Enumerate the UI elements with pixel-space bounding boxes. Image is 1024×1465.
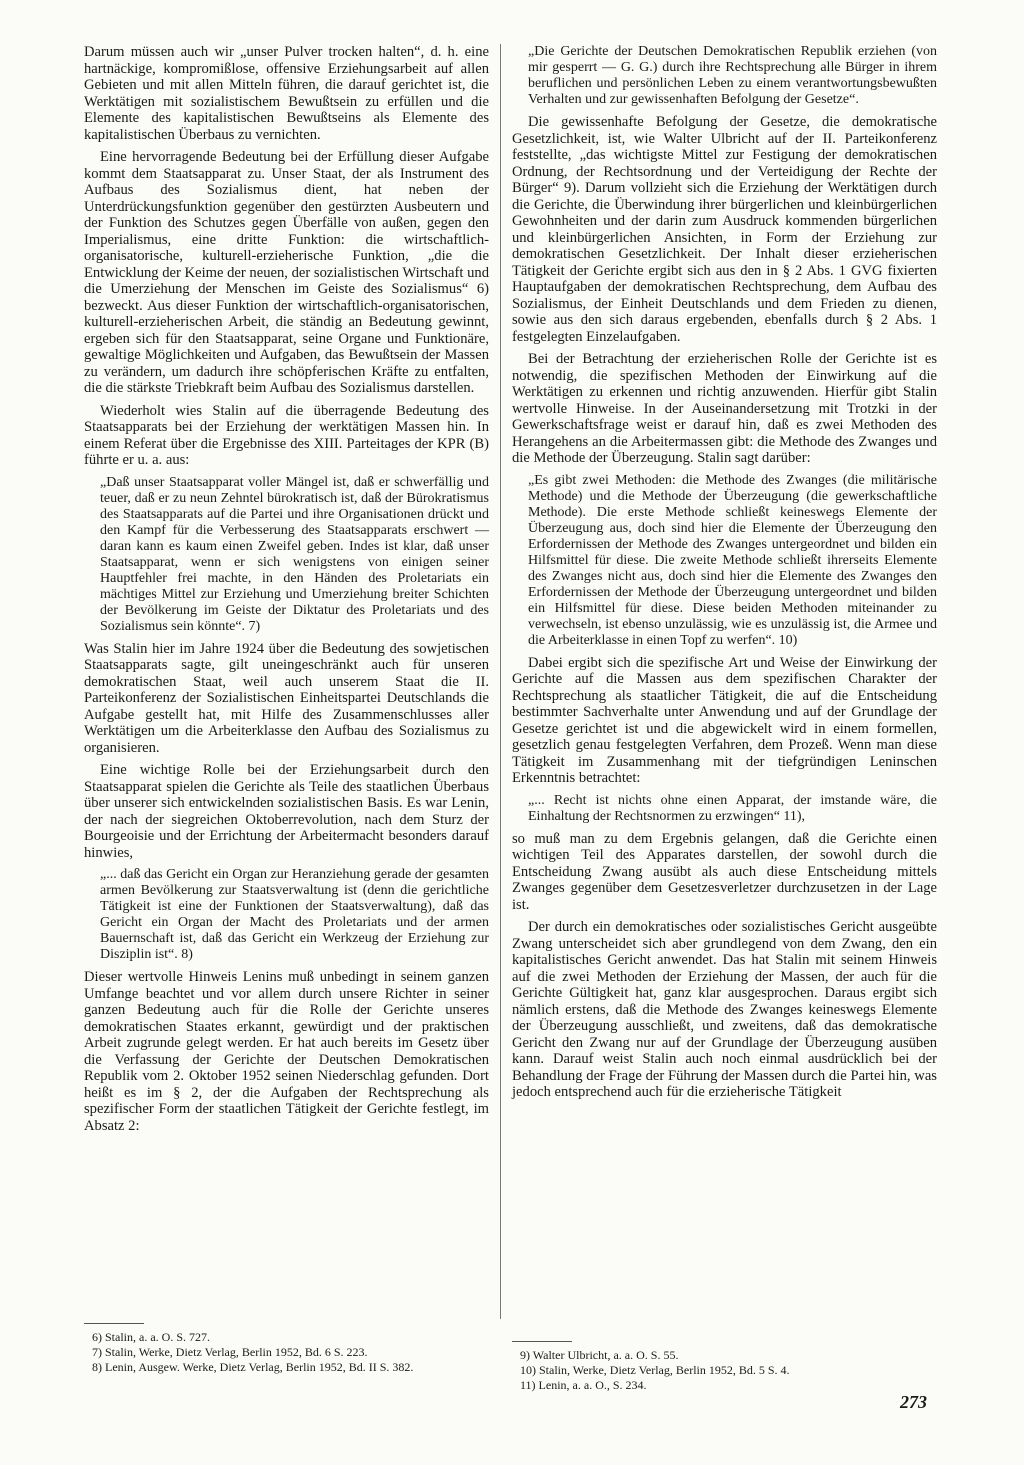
footnote-rule-left [84,1323,144,1324]
footnote-rule-right [512,1341,572,1342]
footnote: 10) Stalin, Werke, Dietz Verlag, Berlin 1952, Bd. 5 S. 4. [520,1363,790,1377]
footnote: 7) Stalin, Werke, Dietz Verlag, Berlin 1952, Bd. 6 S. 223. [92,1345,368,1359]
quotation: „... Recht ist nichts ohne einen Apparat, der imstande wäre, die Einhaltung der Rechtsnormen zu erzwingen“ 11), [528,792,937,824]
quotation: „Die Gerichte der Deutschen Demokratischen Republik erziehen (von mir gesperrt — G. G.) durch ihre Rechtsprechung alle Bürger in ihrem beruflichen und persönlichen Leben zu einem verantwortungsbewußten Verhalten und zur gewissenhaften Befolgung der Gesetze“. [528,44,937,107]
paragraph: Eine wichtige Rolle bei der Erziehungsarbeit durch den Staatsapparat spielen die Gerichte als Teile des staatlichen Überbaus über unserer sich entwickelnden sozialistischen Basis. Es war Lenin, der nach der siegreichen Oktoberrevolution, nach dem Sturz der Bourgeoisie und der Errichtung der Arbeitermacht besonders darauf hinwies, [84,762,489,861]
footnotes-left [84,1330,489,1375]
paragraph: Wiederholt wies Stalin auf die überragende Bedeutung des Staatsapparats bei der Erziehung der werktätigen Massen hin. In einem Referat über die Ergebnisse des XIII. Parteitages der KPR (B) führte er u. a. aus: [84,402,489,468]
paragraph: Darum müssen auch wir „unser Pulver trocken halten“, d. h. eine hartnäckige, kompromißlose, offensive Erziehungsarbeit auf allen Gebieten und mit allen Mitteln führen, die darauf gerichtet ist, die Werktätigen mit sozialistischem Bewußtsein zu erfüllen und die Elemente des kapitalistischen Bewußtseins als Elemente des kapitalistischen Überbaus zu vernichten. [84,44,489,143]
quotation: „Daß unser Staatsapparat voller Mängel ist, daß er schwerfällig und teuer, daß er zu neun Zehntel bürokratisch ist, daß der Bürokratismus des Staatsapparats auf die Partei und ihre Organisationen drückt und den Kampf für die Verbesserung des Staatsapparats erschwert — daran kann es kaum einen Zweifel geben. Indes ist klar, daß unser Staatsapparat, wenn er sich wenigstens von einigen seiner Hauptfehler frei machte, in den Händen des Proletariats ein mächtiges Mittel zur Erziehung und Umerziehung breiter Schichten der Bevölkerung im Geiste der Diktatur des Proletariats und des Sozialismus sein könnte“. 7) [100,474,489,634]
paragraph: Dabei ergibt sich die spezifische Art und Weise der Einwirkung der Gerichte auf die Massen aus dem spezifischen Charakter der Rechtsprechung als staatlicher Tätigkeit, die auf die Entscheidung bestimmter Sachverhalte unter Anwendung und auf der Grundlage der Gesetze gerichtet ist und die abgewickelt wird in einem formellen, gesetzlich genau festgelegten Verfahren, dem Prozeß. Wenn man diese Tätigkeit im Zusammenhang mit der tiefgründigen Leninschen Erkenntnis betrachtet: [512,654,937,786]
footnote: 9) Walter Ulbricht, a. a. O. S. 55. [520,1348,679,1362]
paragraph: Dieser wertvolle Hinweis Lenins muß unbedingt in seinem ganzen Umfange beachtet und vor allem durch unsere Richter in seiner ganzen Bedeutung auch für die Rolle der Gerichte unseres demokratischen Staates erkannt, gewürdigt und der praktischen Arbeit zugrunde gelegt werden. Er hat auch bereits im Gesetz über die Verfassung der Gerichte der Deutschen Demokratischen Republik vom 2. Oktober 1952 seinen Niederschlag gefunden. Dort heißt es im § 2, der die Aufgaben der Rechtsprechung als spezifischer Form der staatlichen Tätigkeit der Gerichte festlegt, im Absatz 2: [84,969,489,1134]
paragraph: Der durch ein demokratisches oder sozialistisches Gericht ausgeübte Zwang unterscheidet sich aber grundlegend von dem Zwang, den ein kapitalistisches Gericht anwendet. Das hat Stalin mit seinem Hinweis auf die zwei Methoden der Erziehung der Massen, der auch für die Gerichte Gültigkeit hat, ganz klar ausgesprochen. Daraus ergibt sich nämlich erstens, daß die Methode des Zwanges keineswegs Elemente der Überzeugung ausschließt, und zweitens, daß das demokratische Gericht den Zwang nur auf der Grundlage der Überzeugung ausüben kann. Darauf weist Stalin auch noch einmal ausdrücklich bei der Behandlung der Frage der Führung der Massen durch die Partei hin, was jedoch entsprechend auch für die erzieherische Tätigkeit [512,919,937,1100]
column-divider [500,44,501,1319]
footnotes-right [512,1348,937,1393]
left-column [84,44,489,1140]
footnote: 8) Lenin, Ausgew. Werke, Dietz Verlag, Berlin 1952, Bd. II S. 382. [92,1360,414,1374]
paragraph: Die gewissenhafte Befolgung der Gesetze, die demokratische Gesetzlichkeit, ist, wie Walter Ulbricht auf der II. Parteikonferenz feststellte, „das wichtigste Mittel zur Festigung der demokratischen Ordnung, der Rechtsordnung und der Verteidigung der Rechte der Bürger“ 9). Darum vollzieht sich die Erziehung der Werktätigen durch die Gerichte, die Überwindung ihrer bürgerlichen und kleinbürgerlichen Gewohnheiten und der darin zum Ausdruck kommenden bürgerlichen und kleinbürgerlichen Ansichten, in Form der Erziehung zur demokratischen Gesetzlichkeit. Der Inhalt dieser erzieherischen Tätigkeit der Gerichte ergibt sich aus den in § 2 Abs. 1 GVG fixierten Hauptaufgaben der demokratischen Rechtsprechung, dem Aufbau des Sozialismus, der Einheit Deutschlands und dem Frieden zu dienen, sowie aus den sich daraus ergebenden, ebenfalls durch § 2 Abs. 1 festgelegten Einzelaufgaben. [512,114,937,345]
page-number: 273 [900,1392,927,1412]
paragraph: Was Stalin hier im Jahre 1924 über die Bedeutung des sowjetischen Staatsapparats sagte, gilt uneingeschränkt auch für unseren demokratischen Staat, weil auch unserem Staat die II. Parteikonferenz der Sozialistischen Einheitspartei Deutschlands die Aufgabe gestellt hat, mit Hilfe des Zusammenschlusses aller Werktätigen um die Arbeiterklasse den Aufbau des Sozialismus zu organisieren. [84,640,489,756]
right-column [512,44,937,1107]
footnote: 6) Stalin, a. a. O. S. 727. [92,1330,210,1344]
paragraph: so muß man zu dem Ergebnis gelangen, daß die Gerichte einen wichtigen Teil des Apparates darstellen, der sowohl durch die Entscheidung Zwang ausübt als auch diese Entscheidung mittels Zwanges gegenüber dem Gesetzesverletzer durchzusetzen in der Lage ist. [512,830,937,913]
paragraph: Eine hervorragende Bedeutung bei der Erfüllung dieser Aufgabe kommt dem Staatsapparat zu. Unser Staat, der als Instrument des Aufbaus des Sozialismus dient, hat neben der Unterdrückungsfunktion gegenüber den gestürzten Ausbeutern und der Funktion des Schutzes gegen Überfälle von außen, gegen den Imperialismus, eine dritte Funktion: die wirtschaftlich-organisatorische, kulturell-erzieherische Funktion, „die die Entwicklung der Keime der neuen, der sozialistischen Wirtschaft und die Umerziehung der Menschen im Geiste des Sozialismus“ 6) bezweckt. Aus dieser Funktion der wirtschaftlich-organisatorischen, kulturell-erzieherischen Arbeit, die ständig an Bedeutung gewinnt, ergeben sich für den Staatsapparat, seine Organe und Funktionäre, gewaltige Möglichkeiten und Aufgaben, das Bewußtsein der Massen zu verändern, um dadurch ihre schöpferischen Kräfte zu entfalten, die die stärkste Triebkraft beim Aufbau des Sozialismus darstellen. [84,149,489,396]
quotation: „... daß das Gericht ein Organ zur Heranziehung gerade der gesamten armen Bevölkerung zur Staatsverwaltung ist (denn die gerichtliche Tätigkeit ist eine der Funktionen der Staatsverwaltung), daß das Gericht ein Organ der Macht des Proletariats und der armen Bauernschaft ist, daß das Gericht ein Werkzeug der Erziehung zur Disziplin ist“. 8) [100,867,489,962]
footnote: 11) Lenin, a. a. O., S. 234. [520,1378,647,1392]
paragraph: Bei der Betrachtung der erzieherischen Rolle der Gerichte ist es notwendig, die spezifischen Methoden der Einwirkung auf die Werktätigen zu erkennen und richtig anzuwenden. Hierfür gibt Stalin wertvolle Hinweise. In der Auseinandersetzung mit Trotzki in der Gewerkschaftsfrage weist er darauf hin, daß es zwei Methoden des Herangehens an die Arbeitermassen gibt: die Methode des Zwanges und die Methode der Überzeugung. Stalin sagt darüber: [512,351,937,466]
quotation: „Es gibt zwei Methoden: die Methode des Zwanges (die militärische Methode) und die Methode der Überzeugung (die gewerkschaftliche Methode). Die erste Methode schließt keineswegs Elemente der Überzeugung aus, doch sind hier die Elemente der Überzeugung den Erfordernissen der Methode des Zwanges untergeordnet und bilden ein Hilfsmittel für diese. Die zweite Methode schließt ihrerseits Elemente des Zwanges nicht aus, doch sind hier die Elemente des Zwanges den Erfordernissen der Methode der Überzeugung untergeordnet und bilden ein Hilfsmittel für diese. Diese beiden Methoden miteinander zu verwechseln, ist ebenso unzulässig, wie es unzulässig ist, die Armee und die Arbeiterklasse in einen Topf zu werfen“. 10) [528,472,937,648]
